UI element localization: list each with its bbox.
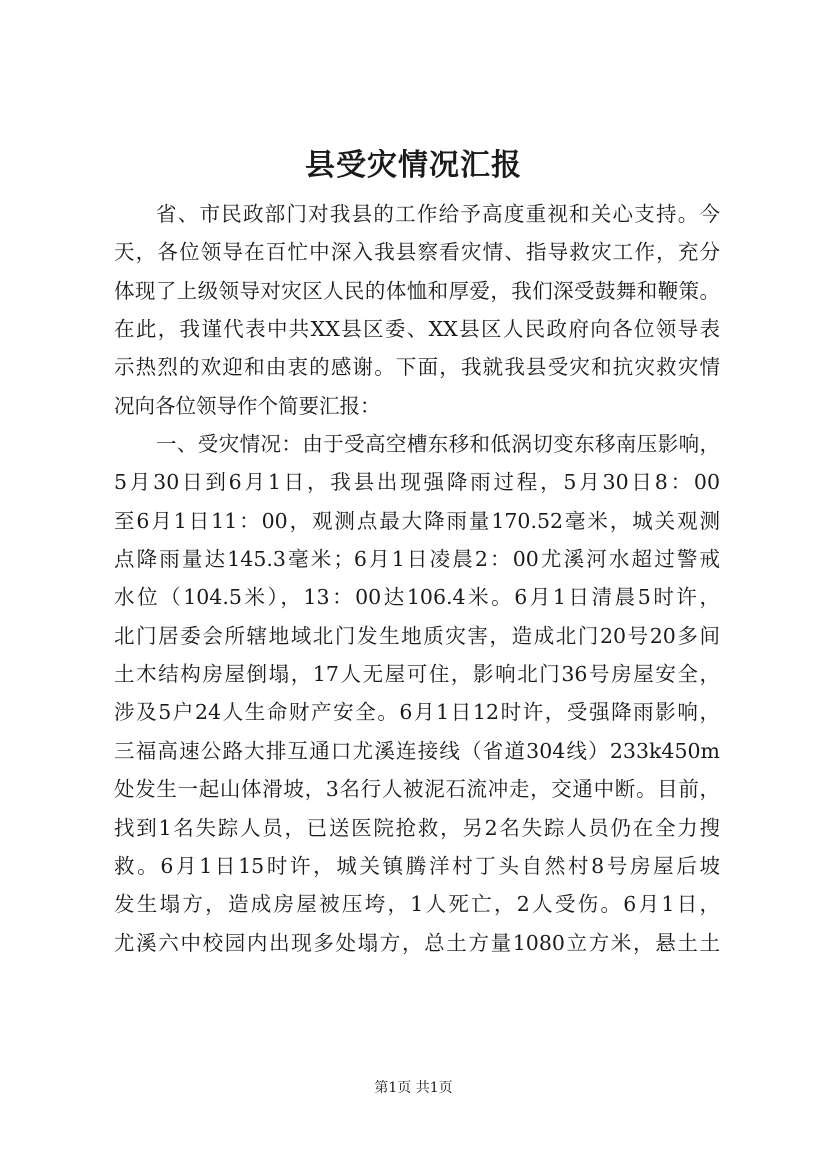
body-line: 至6月1日11：00，观测点最大降雨量170.52毫米，城关观测: [114, 508, 720, 533]
body-line: 体现了上级领导对灾区人民的体恤和厚爱，我们深受鼓舞和鞭策。: [114, 278, 720, 303]
body-line: 5月30日到6月1日，我县出现强降雨过程，5月30日8：00: [114, 470, 720, 495]
body-line: 土木结构房屋倒塌，17人无屋可住，影响北门36号房屋安全，: [114, 662, 720, 687]
body-line: 一、受灾情况：由于受高空槽东移和低涡切变东移南压影响，: [156, 432, 720, 457]
body-line: 处发生一起山体滑坡，3名行人被泥石流冲走，交通中断。目前，: [114, 777, 720, 802]
body-line: 况向各位领导作个简要汇报：: [114, 393, 381, 418]
body-line: 救。6月1日15时许，城关镇腾洋村丁头自然村8号房屋后坡: [114, 853, 720, 878]
body-line: 三福高速公路大排互通口尤溪连接线（省道304线）233k450m: [114, 738, 720, 763]
body-line: 在此，我谨代表中共XX县区委、XX县区人民政府向各位领导表: [114, 317, 720, 342]
body-line: 省、市民政部门对我县的工作给予高度重视和关心支持。今: [156, 202, 720, 226]
document-body: [114, 195, 720, 962]
body-line: 示热烈的欢迎和由衷的感谢。下面，我就我县受灾和抗灾救灾情: [114, 355, 720, 380]
document-title: 县受灾情况汇报: [305, 148, 522, 183]
body-line: 涉及5户24人生命财产安全。6月1日12时许，受强降雨影响，: [114, 700, 720, 725]
page-footer: 第1页 共1页: [374, 1080, 453, 1096]
body-line: 点降雨量达145.3毫米；6月1日凌晨2：00尤溪河水超过警戒: [114, 547, 720, 572]
body-line: 发生塌方，造成房屋被压垮，1人死亡，2人受伤。6月1日，: [114, 892, 720, 917]
body-line: 水位（104.5米），13：00达106.4米。6月1日清晨5时许，: [114, 585, 720, 610]
body-line: 天，各位领导在百忙中深入我县察看灾情、指导救灾工作，充分: [114, 240, 720, 265]
body-line: 北门居委会所辖地域北门发生地质灾害，造成北门20号20多间: [114, 623, 720, 648]
body-line: 找到1名失踪人员，已送医院抢救，另2名失踪人员仍在全力搜: [114, 815, 720, 840]
body-line: 尤溪六中校园内出现多处塌方，总土方量1080立方米，悬土土: [114, 930, 720, 955]
